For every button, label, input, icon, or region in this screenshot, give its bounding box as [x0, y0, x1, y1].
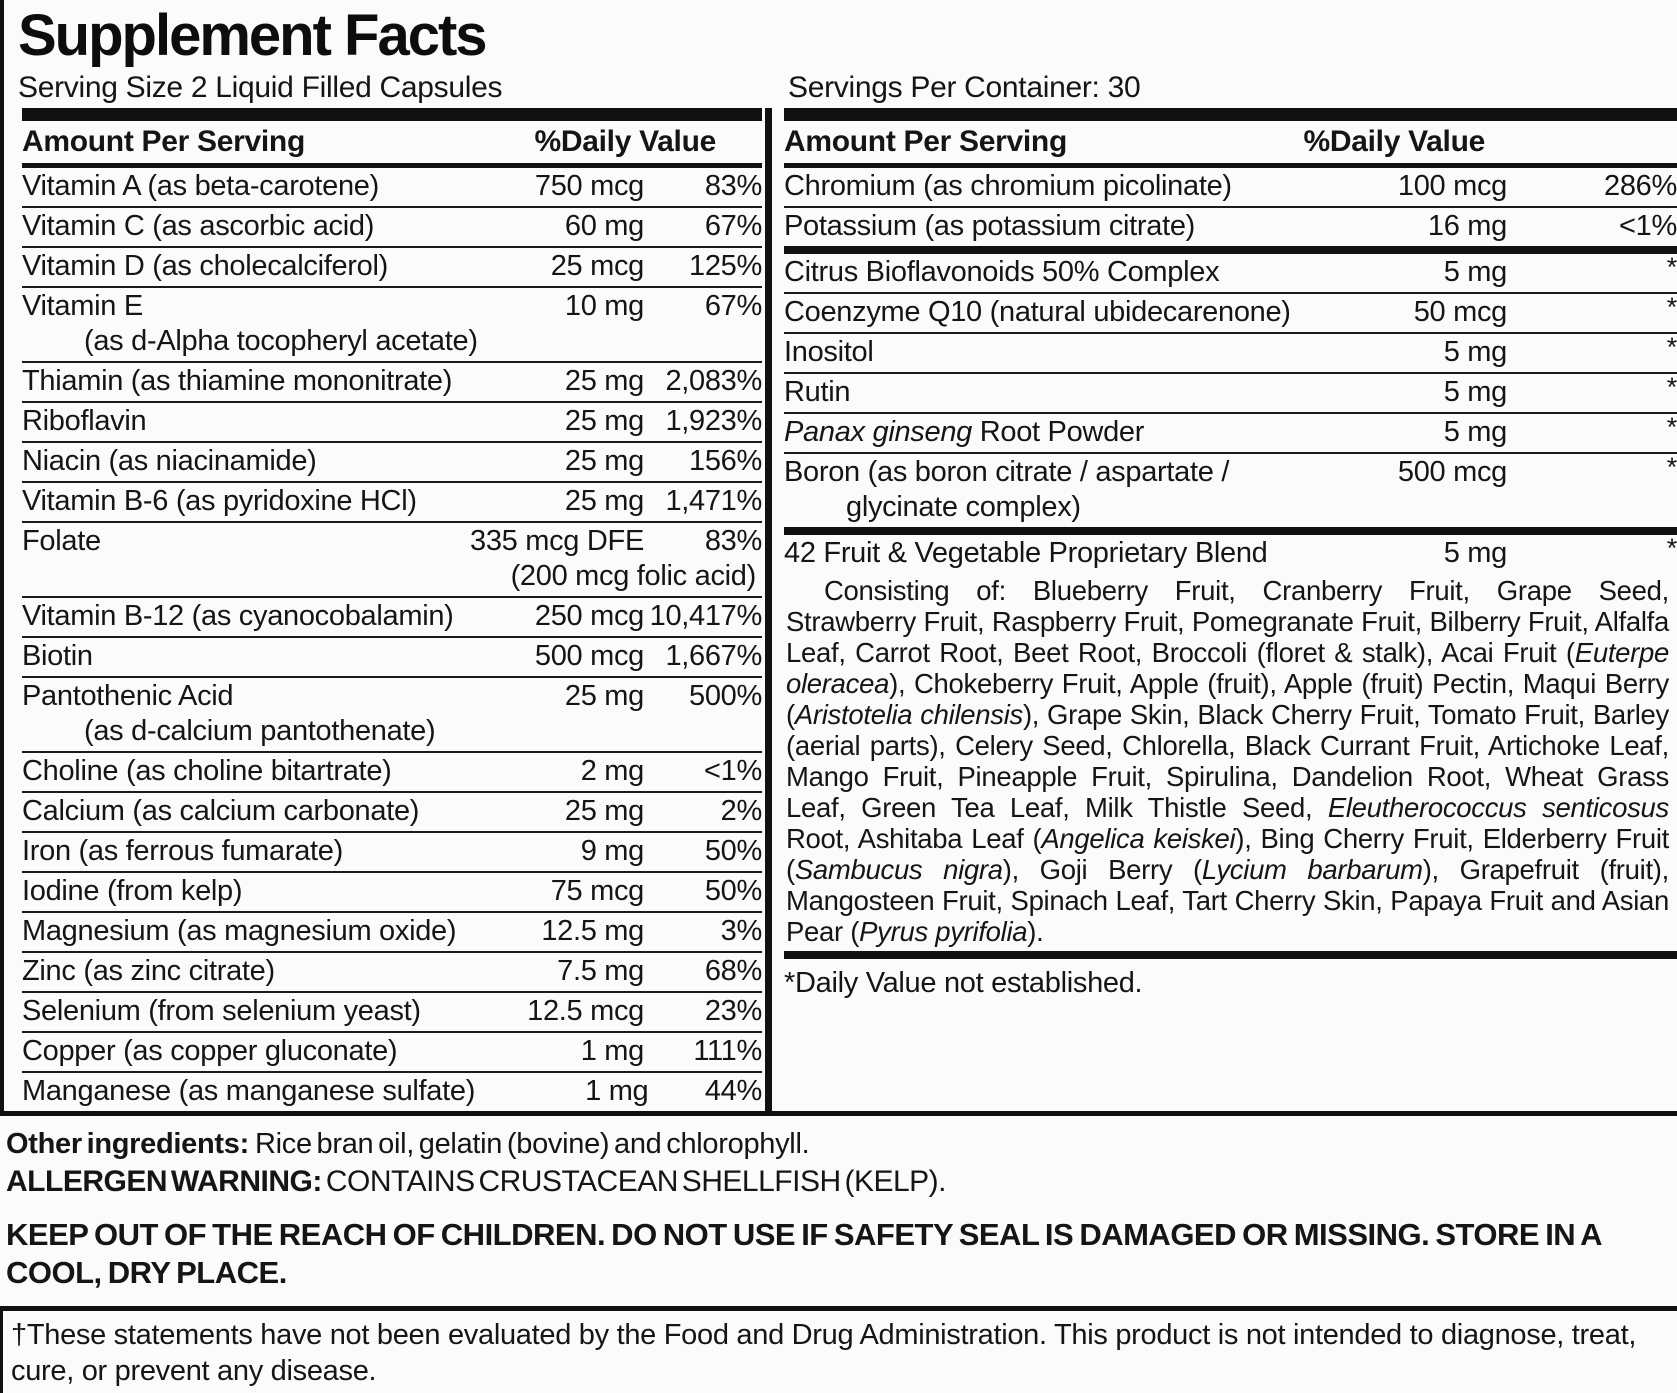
ingredient-amount: 500 mcg	[534, 640, 644, 672]
ingredient-amount: 25 mg	[564, 485, 644, 517]
mineral-rows	[784, 168, 1677, 246]
blend-name: 42 Fruit & Vegetable Proprietary Blend	[784, 537, 1268, 569]
ingredient-row	[22, 168, 762, 208]
ingredient-row	[784, 294, 1677, 334]
ingredient-amount: 5 mg	[1443, 416, 1507, 448]
ingredient-daily-value: *	[1666, 412, 1677, 442]
ingredient-amount: 250 mcg	[534, 600, 644, 632]
daily-value-header: %Daily Value	[534, 125, 716, 158]
ingredient-name: Selenium (from selenium yeast)	[22, 995, 421, 1027]
ingredient-row	[22, 208, 762, 248]
ingredient-row	[22, 523, 762, 598]
ingredient-name: Potassium (as potassium citrate)	[784, 210, 1196, 242]
ingredient-name: Thiamin (as thiamine mononitrate)	[22, 365, 453, 397]
allergen-warning-label: ALLERGEN WARNING:	[6, 1165, 322, 1198]
ingredient-daily-value: 68%	[704, 955, 762, 987]
ingredient-amount: 60 mg	[564, 210, 644, 242]
ingredient-amount: 1 mg	[580, 1035, 644, 1067]
ingredient-row	[784, 414, 1677, 454]
ingredient-amount: 75 mcg	[550, 875, 644, 907]
ingredient-amount: 1 mg	[585, 1075, 649, 1107]
panel-header-right	[772, 70, 1677, 108]
ingredient-row	[784, 168, 1677, 208]
ingredient-name: Vitamin E	[22, 290, 143, 322]
blend-dv: *	[1666, 533, 1677, 563]
ingredient-daily-value: 111%	[693, 1035, 762, 1067]
ingredient-daily-value: 125%	[689, 250, 762, 282]
ingredient-daily-value: 3%	[720, 915, 762, 947]
ingredient-row	[22, 443, 762, 483]
ingredient-row	[22, 678, 762, 753]
group-divider-bar	[784, 951, 1677, 959]
ingredient-amount: 2 mg	[580, 755, 644, 787]
blend-row	[784, 535, 1677, 573]
ingredient-amount: 100 mcg	[1397, 170, 1507, 202]
ingredient-name: Folate	[22, 525, 101, 557]
ingredient-row	[22, 833, 762, 873]
ingredient-daily-value: 23%	[704, 995, 762, 1027]
ingredient-daily-value: *	[1666, 332, 1677, 362]
proprietary-blend-section	[784, 535, 1677, 947]
other-nutrient-rows	[784, 254, 1677, 527]
daily-value-header: %Daily Value	[1303, 125, 1485, 158]
ingredient-row	[22, 403, 762, 443]
ingredient-name: Biotin	[22, 640, 93, 672]
ingredient-row	[22, 1033, 762, 1073]
ingredient-row	[22, 638, 762, 678]
ingredient-name: Iodine (from kelp)	[22, 875, 243, 907]
ingredient-amount: 25 mg	[564, 405, 644, 437]
ingredient-amount: 7.5 mg	[557, 955, 644, 987]
ingredient-name: Copper (as copper gluconate)	[22, 1035, 398, 1067]
ingredient-daily-value: <1%	[1619, 210, 1677, 242]
ingredient-daily-value: 1,667%	[665, 640, 762, 672]
ingredient-row	[22, 248, 762, 288]
ingredient-daily-value: 2,083%	[665, 365, 762, 397]
ingredient-name: Manganese (as manganese sulfate)	[22, 1075, 476, 1107]
ingredient-daily-value: *	[1666, 372, 1677, 402]
ingredient-daily-value: 500%	[689, 680, 762, 712]
blend-description: Consisting of: Blueberry Fruit, Cranberry Fruit, Grape Seed, Strawberry Fruit, Raspberry Fruit, Pomegranate Fruit, Bilberry Fruit, Alfalfa Leaf, Carrot Root, Beet Root, Broccoli (floret & stalk), Acai Fruit (Euterpe oleracea), Chokeberry Fruit, Apple (fruit), Apple (fruit) Pectin, Maqui Berry (Aristotelia chilensis), Grape Skin, Black Cherry Fruit, Tomato Fruit, Barley (aerial parts), Celery Seed, Chlorella, Black Currant Fruit, Artichoke Leaf, Mango Fruit, Pineapple Fruit, Spirulina, Dandelion Root, Wheat Grass Leaf, Green Tea Leaf, Milk Thistle Seed, Eleutherococcus senticosus Root, Ashitaba Leaf (Angelica keiskei), Bing Cherry Fruit, Elderberry Fruit (Sambucus nigra), Goji Berry (Lycium barbarum), Grapefruit (fruit), Mangosteen Fruit, Spinach Leaf, Tart Cherry Skin, Papaya Fruit and Asian Pear (Pyrus pyrifolia).	[786, 575, 1670, 947]
ingredient-name: Vitamin B-12 (as cyanocobalamin)	[22, 600, 454, 632]
left-header-bar	[22, 108, 762, 121]
child-safety-warning: KEEP OUT OF THE REACH OF CHILDREN. DO NOT USE IF SAFETY SEAL IS DAMAGED OR MISSING. STORE IN A COOL, DRY PLACE.	[6, 1217, 1601, 1290]
right-column-inner	[784, 108, 1677, 1002]
bottom-text-block	[0, 1116, 1677, 1292]
ingredient-amount: 25 mg	[564, 365, 644, 397]
facts-columns	[4, 108, 1677, 1111]
left-column-inner	[22, 108, 762, 1111]
ingredient-name: Citrus Bioflavonoids 50% Complex	[784, 256, 1220, 288]
ingredient-name: Zinc (as zinc citrate)	[22, 955, 275, 987]
ingredient-daily-value: *	[1666, 452, 1677, 482]
ingredient-name: Riboflavin	[22, 405, 147, 437]
ingredient-daily-value: *	[1666, 252, 1677, 282]
servings-per-container-text: Servings Per Container: 30	[788, 71, 1141, 104]
ingredient-row	[22, 483, 762, 523]
ingredient-daily-value: 1,923%	[665, 405, 762, 437]
ingredient-row	[784, 254, 1677, 294]
ingredient-amount: 500 mcg	[1397, 456, 1507, 488]
other-ingredients-text: Rice bran oil, gelatin (bovine) and chlorophyll.	[254, 1128, 810, 1160]
other-ingredients-line	[6, 1126, 1677, 1162]
ingredient-amount: 25 mcg	[550, 250, 644, 282]
ingredient-amount: 9 mg	[580, 835, 644, 867]
left-column-header	[22, 121, 762, 163]
ingredient-daily-value: 50%	[704, 875, 762, 907]
ingredient-daily-value: *	[1666, 292, 1677, 322]
ingredient-name: Inositol	[784, 336, 874, 368]
ingredient-name: Vitamin C (as ascorbic acid)	[22, 210, 375, 242]
ingredient-name: Boron (as boron citrate / aspartate /	[784, 456, 1230, 488]
ingredient-name: Iron (as ferrous fumarate)	[22, 835, 343, 867]
ingredient-row	[22, 993, 762, 1033]
ingredient-amount-line2: (200 mcg folic acid)	[510, 560, 756, 592]
ingredient-daily-value: <1%	[704, 755, 762, 787]
ingredient-daily-value: 50%	[704, 835, 762, 867]
ingredient-row	[22, 1073, 762, 1111]
ingredient-amount: 10 mg	[564, 290, 644, 322]
ingredient-amount: 5 mg	[1443, 376, 1507, 408]
ingredient-name: Calcium (as calcium carbonate)	[22, 795, 420, 827]
ingredient-amount: 25 mg	[564, 445, 644, 477]
ingredient-daily-value: 1,471%	[665, 485, 762, 517]
ingredient-amount: 12.5 mcg	[527, 995, 644, 1027]
ingredient-amount: 16 mg	[1427, 210, 1507, 242]
ingredient-name-line2: (as d-calcium pantothenate)	[84, 715, 436, 747]
ingredient-daily-value: 67%	[704, 290, 762, 322]
ingredient-daily-value: 44%	[704, 1075, 762, 1107]
ingredient-daily-value: 10,417%	[649, 600, 762, 632]
right-column-header	[784, 121, 1677, 163]
ingredient-row	[22, 913, 762, 953]
ingredient-amount: 335 mcg DFE	[470, 525, 644, 557]
serving-size-text: Serving Size 2 Liquid Filled Capsules	[18, 71, 503, 104]
panel-header	[4, 0, 1677, 108]
ingredient-row	[784, 334, 1677, 374]
ingredient-row	[22, 288, 762, 363]
right-header-bar	[784, 108, 1677, 121]
ingredient-name: Choline (as choline bitartrate)	[22, 755, 392, 787]
ingredient-amount: 25 mg	[564, 680, 644, 712]
ingredient-name: Niacin (as niacinamide)	[22, 445, 317, 477]
ingredient-daily-value: 67%	[704, 210, 762, 242]
ingredient-amount: 5 mg	[1443, 256, 1507, 288]
daily-value-footnote: *Daily Value not established.	[784, 967, 1143, 999]
ingredient-row	[22, 598, 762, 638]
left-column	[4, 108, 762, 1111]
ingredient-row	[784, 454, 1677, 527]
ingredient-daily-value: 83%	[704, 170, 762, 202]
ingredient-name: Vitamin B-6 (as pyridoxine HCl)	[22, 485, 417, 517]
allergen-warning-text: CONTAINS CRUSTACEAN SHELLFISH (KELP).	[325, 1165, 946, 1198]
ingredient-row	[22, 793, 762, 833]
ingredient-amount: 50 mcg	[1413, 296, 1507, 328]
ingredient-row	[784, 208, 1677, 246]
other-ingredients-label: Other ingredients:	[6, 1128, 249, 1160]
column-divider	[765, 108, 772, 1111]
panel-header-left	[4, 0, 772, 108]
ingredient-name: Magnesium (as magnesium oxide)	[22, 915, 457, 947]
left-ingredient-rows	[22, 168, 762, 1111]
ingredient-name: Rutin	[784, 376, 851, 408]
right-column	[772, 108, 1677, 1111]
panel-title: Supplement Facts	[18, 3, 486, 68]
ingredient-name-line2: glycinate complex)	[846, 491, 1081, 523]
allergen-warning-line	[6, 1162, 1677, 1202]
ingredient-name-line2: (as d-Alpha tocopheryl acetate)	[84, 325, 478, 357]
ingredient-daily-value: 83%	[704, 525, 762, 557]
amount-per-serving-header: Amount Per Serving	[784, 125, 1067, 158]
ingredient-name: Vitamin A (as beta-carotene)	[22, 170, 379, 202]
ingredient-name: Coenzyme Q10 (natural ubidecarenone)	[784, 296, 1291, 328]
ingredient-daily-value: 286%	[1604, 170, 1677, 202]
ingredient-row	[22, 873, 762, 913]
ingredient-name: Pantothenic Acid	[22, 680, 234, 712]
ingredient-amount: 5 mg	[1443, 336, 1507, 368]
ingredient-name: Chromium (as chromium picolinate)	[784, 170, 1232, 202]
amount-per-serving-header: Amount Per Serving	[22, 125, 305, 158]
ingredient-row	[784, 374, 1677, 414]
ingredient-amount: 25 mg	[564, 795, 644, 827]
ingredient-row	[22, 953, 762, 993]
ingredient-daily-value: 2%	[720, 795, 762, 827]
fda-disclaimer-box	[0, 1306, 1677, 1393]
ingredient-name: Panax ginseng Root Powder	[784, 416, 1145, 448]
ingredient-daily-value: 156%	[689, 445, 762, 477]
ingredient-row	[22, 363, 762, 403]
ingredient-row	[22, 753, 762, 793]
blend-amount: 5 mg	[1443, 537, 1507, 569]
ingredient-amount: 750 mcg	[534, 170, 644, 202]
fda-disclaimer-text: †These statements have not been evaluated by the Food and Drug Administration. This product is not intended to diagnose, treat, cure, or prevent any disease.	[11, 1319, 1637, 1387]
ingredient-name: Vitamin D (as cholecalciferol)	[22, 250, 388, 282]
ingredient-amount: 12.5 mg	[541, 915, 644, 947]
